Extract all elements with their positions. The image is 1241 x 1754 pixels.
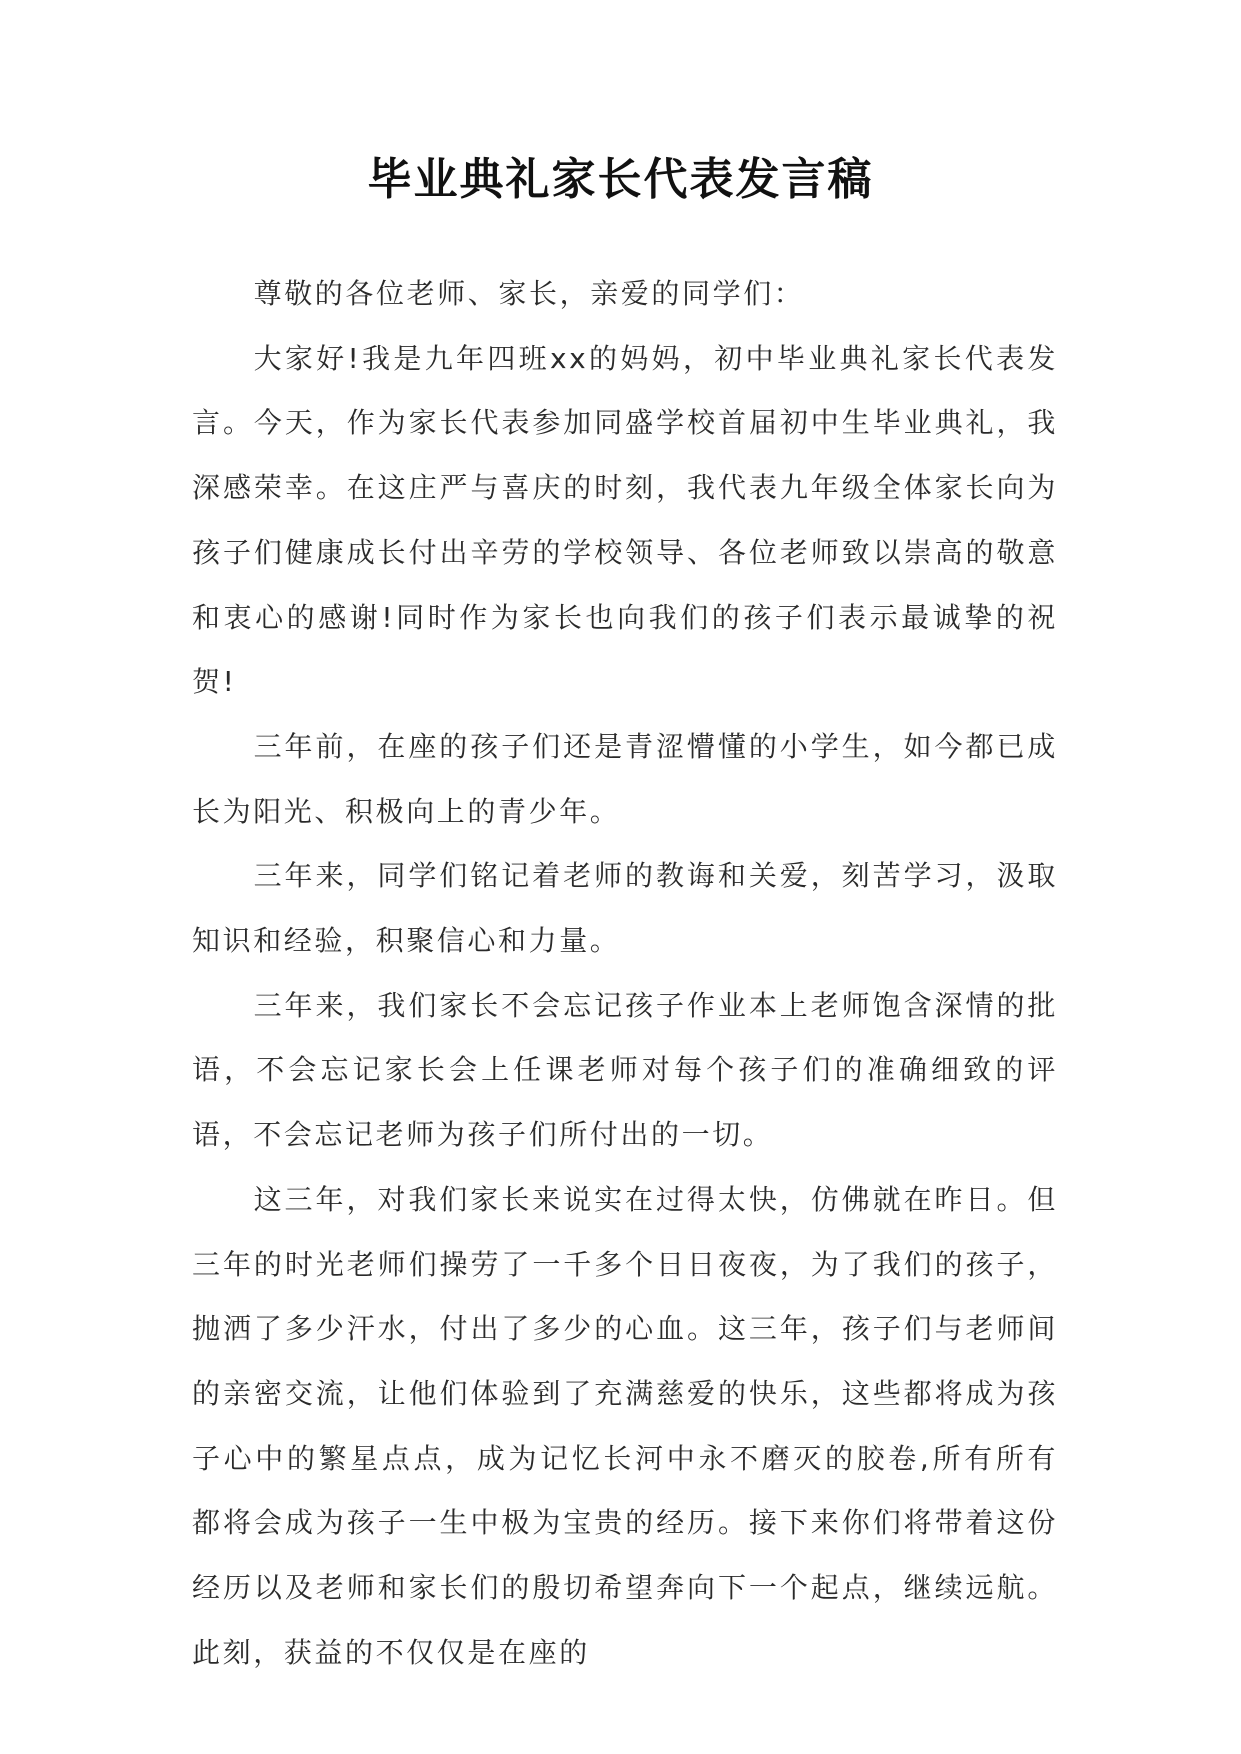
paragraph-these-three-years: 这三年，对我们家长来说实在过得太快，仿佛就在昨日。但三年的时光老师们操劳了一千多个日日夜夜，为了我们的孩子，抛洒了多少汗水，付出了多少的心血。这三年，孩子们与老师间的亲密交流，让他们体验到了充满慈爱的快乐，这些都将成为孩子心中的繁星点点，成为记忆长河中永不磨灭的胶卷,所有所有都将会成为孩子一生中极为宝贵的经历。接下来你们将带着这份经历以及老师和家长们的殷切希望奔向下一个起点，继续远航。此刻，获益的不仅仅是在座的 [192, 1182, 1058, 1669]
paragraph-three-years-ago: 三年前，在座的孩子们还是青涩懵懂的小学生，如今都已成长为阳光、积极向上的青少年。 [192, 729, 1058, 828]
document-body [192, 262, 1058, 1685]
paragraph-parents-three-years: 三年来，我们家长不会忘记孩子作业本上老师饱含深情的批语，不会忘记家长会上任课老师对每个孩子们的准确细致的评语，不会忘记老师为孩子们所付出的一切。 [192, 988, 1058, 1152]
paragraph-greeting: 大家好!我是九年四班xx的妈妈，初中毕业典礼家长代表发言。今天，作为家长代表参加同盛学校首届初中生毕业典礼，我深感荣幸。在这庄严与喜庆的时刻，我代表九年级全体家长向为孩子们健康成长付出辛劳的学校领导、各位老师致以崇高的敬意和衷心的感谢!同时作为家长也向我们的孩子们表示最诚挚的祝贺! [192, 341, 1058, 699]
document-title: 毕业典礼家长代表发言稿 [367, 154, 874, 205]
paragraph-salutation: 尊敬的各位老师、家长，亲爱的同学们： [253, 277, 805, 310]
paragraph-students-three-years: 三年来，同学们铭记着老师的教诲和关爱，刻苦学习，汲取知识和经验，积聚信心和力量。 [192, 859, 1058, 958]
